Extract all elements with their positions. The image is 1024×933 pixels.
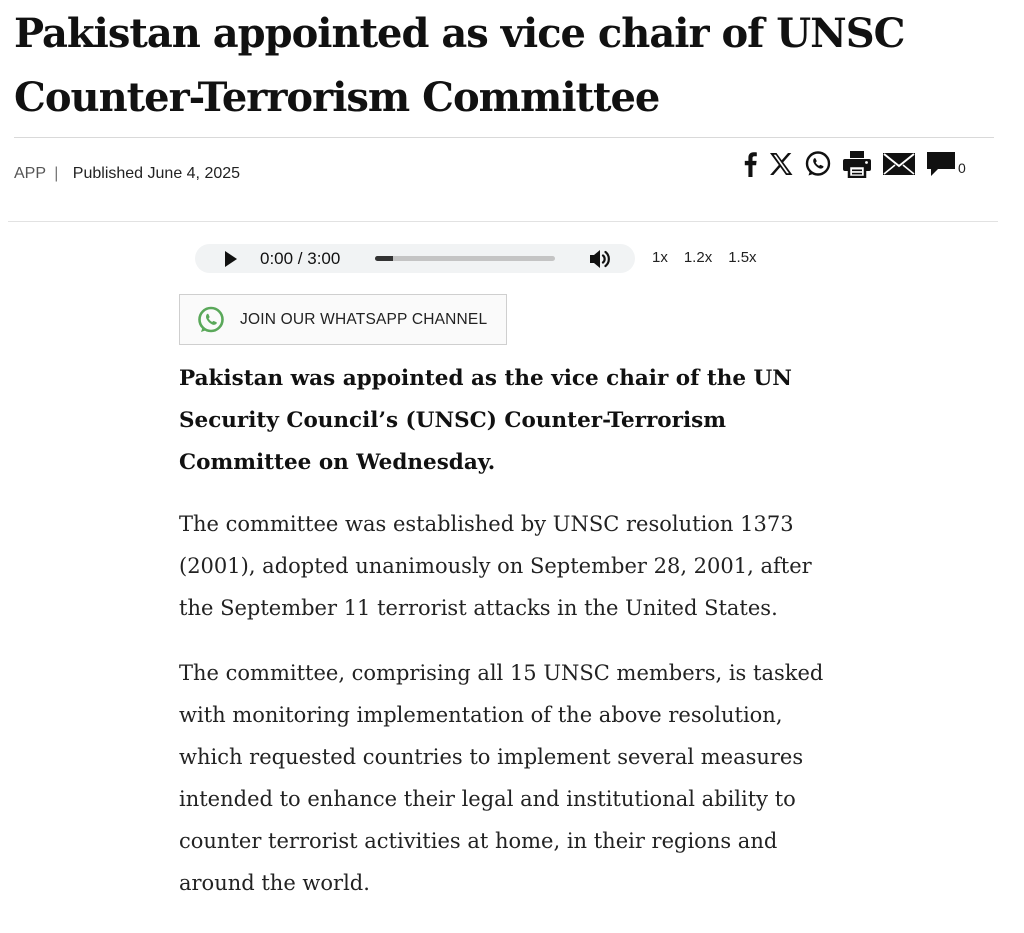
meta-divider — [8, 221, 998, 222]
speed-option-1-2x[interactable]: 1.2x — [683, 249, 713, 266]
speed-option-1-5x[interactable]: 1.5x — [728, 249, 757, 266]
play-icon[interactable] — [225, 251, 237, 267]
audio-progress-fill — [375, 256, 393, 261]
comment-icon[interactable] — [926, 150, 956, 178]
facebook-icon[interactable] — [742, 151, 758, 177]
share-bar — [742, 148, 966, 180]
volume-icon[interactable] — [588, 248, 612, 275]
x-icon[interactable] — [768, 151, 794, 177]
print-icon[interactable] — [842, 150, 872, 178]
article-body — [179, 358, 839, 904]
article-meta — [14, 163, 240, 185]
playback-speed-options — [652, 249, 773, 266]
whatsapp-icon — [196, 305, 226, 335]
whatsapp-button-label: JOIN OUR WHATSAPP CHANNEL — [240, 310, 488, 328]
header-divider — [14, 137, 994, 138]
article-headline: Pakistan appointed as vice chair of UNSC Counter-Terrorism Committee — [14, 10, 905, 121]
article-lead: Pakistan was appointed as the vice chair of the UN Security Council’s (UNSC) Counter-Terrorism Committee on Wednesday. — [179, 366, 792, 475]
article-paragraph: The committee, comprising all 15 UNSC members, is tasked with monitoring implementation of the above resolution, which requested countries to implement several measures intended to enhance their legal and institutional ability to counter terrorist activities at home, in their regions and around the world. — [179, 661, 824, 895]
audio-progress-bar[interactable] — [375, 256, 555, 261]
audio-player — [195, 244, 635, 273]
article-paragraph: The committee was established by UNSC resolution 1373 (2001), adopted unanimously on September 28, 2001, after the September 11 terrorist attacks in the United States. — [179, 512, 812, 620]
published-date: Published June 4, 2025 — [72, 165, 241, 182]
comment-count: 0 — [958, 160, 966, 176]
whatsapp-icon[interactable] — [804, 150, 832, 178]
article-source[interactable]: APP — [14, 165, 46, 182]
join-whatsapp-channel-button[interactable] — [179, 294, 507, 345]
email-icon[interactable] — [882, 152, 916, 176]
speed-option-1x[interactable]: 1x — [652, 249, 668, 266]
audio-time: 0:00 / 3:00 — [260, 249, 341, 268]
meta-separator: | — [54, 165, 59, 182]
